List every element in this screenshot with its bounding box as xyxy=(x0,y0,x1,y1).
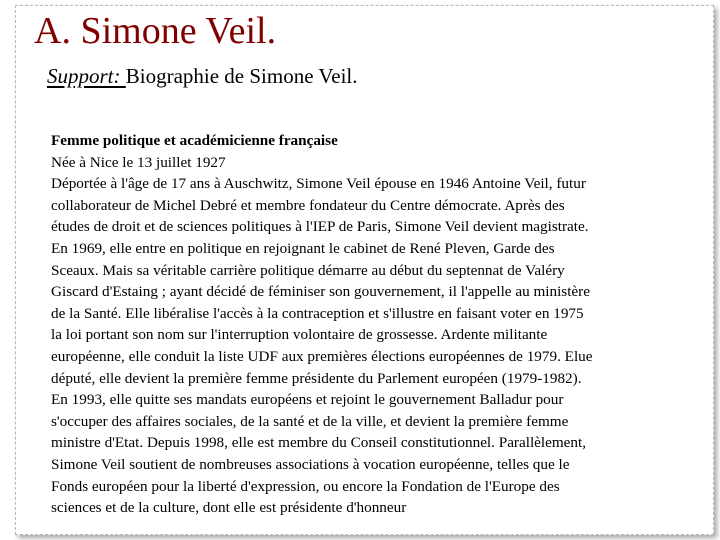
support-line xyxy=(47,62,358,90)
biography-line: européenne, elle conduit la liste UDF aux premières élections européennes de 1979. Elue xyxy=(51,347,593,365)
support-text: Biographie de Simone Veil. xyxy=(125,64,358,88)
biography-line: Sceaux. Mais sa véritable carrière politique démarre au début du septennat de Valéry xyxy=(51,261,565,279)
biography-line: ministre d'Etat. Depuis 1998, elle est membre du Conseil constitutionnel. Parallèlement, xyxy=(51,434,587,452)
biography-line: En 1969, elle entre en politique en rejoignant le cabinet de René Pleven, Garde des xyxy=(51,239,555,257)
biography-line: Déportée à l'âge de 17 ans à Auschwitz, Simone Veil épouse en 1946 Antoine Veil, futur xyxy=(51,175,586,193)
biography-line: En 1993, elle quitte ses mandats européens et rejoint le gouvernement Balladur pour xyxy=(51,391,564,409)
biography-line: Giscard d'Estaing ; ayant décidé de féminiser son gouvernement, il l'appelle au ministère xyxy=(51,283,590,301)
biography-line: député, elle devient la première femme présidente du Parlement européen (1979-1982). xyxy=(51,369,582,387)
biography-line: s'occuper des affaires sociales, de la santé et de la ville, et devient la première femme xyxy=(51,412,569,430)
biography-line: la loi portant son nom sur l'interruption volontaire de grossesse. Ardente militante xyxy=(51,326,548,344)
biography-line: collaborateur de Michel Debré et membre fondateur du Centre démocrate. Après des xyxy=(51,196,565,214)
biography-text xyxy=(51,130,701,519)
biography-line: études de droit et de sciences politiques à l'IEP de Paris, Simone Veil devient magistrate. xyxy=(51,218,589,236)
biography-line: Née à Nice le 13 juillet 1927 xyxy=(51,153,226,171)
biography-line: Simone Veil soutient de nombreuses associations à vocation européenne, telles que le xyxy=(51,455,570,473)
biography-line: sciences et de la culture, dont elle est présidente d'honneur xyxy=(51,499,407,517)
support-label: Support: xyxy=(47,64,126,88)
slide-title: A. Simone Veil. xyxy=(34,8,282,54)
biography-heading: Femme politique et académicienne française xyxy=(51,132,338,149)
biography-line: Fonds européen pour la liberté d'expression, ou encore la Fondation de l'Europe des xyxy=(51,477,560,495)
biography-line: de la Santé. Elle libéralise l'accès à la contraception et s'illustre en faisant voter en 1975 xyxy=(51,304,584,322)
